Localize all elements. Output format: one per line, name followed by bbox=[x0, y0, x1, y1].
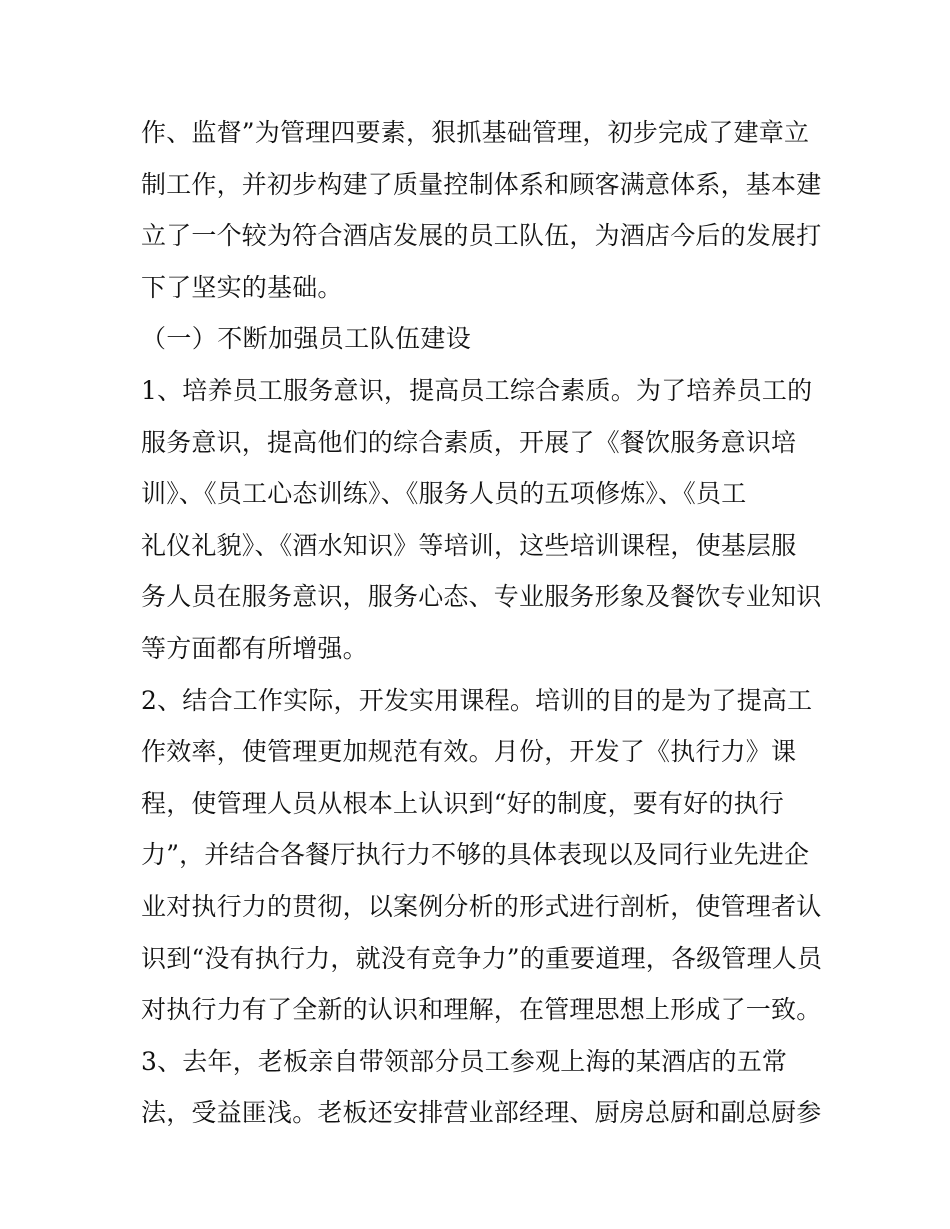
text-line: 程，使管理人员从根本上认识到“好的制度，要有好的执行 bbox=[141, 788, 784, 818]
text-line: 训》、《员工心态训练》、《服务人员的五项修炼》、《员工 bbox=[141, 479, 747, 509]
body-text bbox=[141, 107, 831, 1139]
text-line: 2、结合工作实际，开发实用课程。培训的目的是为了提高工 bbox=[141, 685, 813, 715]
text-line: 立了一个较为符合酒店发展的员工队伍，为酒店今后的发展打 bbox=[141, 221, 822, 251]
text-line: 业对执行力的贯彻，以案例分析的形式进行剖析，使管理者认 bbox=[141, 891, 822, 921]
text-line: 作、监督”为管理四要素，狠抓基础管理，初步完成了建章立 bbox=[141, 118, 810, 147]
text-line: 1、培养员工服务意识，提高员工综合素质。为了培养员工的 bbox=[141, 375, 813, 405]
text-line: 务人员在服务意识，服务心态、专业服务形象及餐饮专业知识 bbox=[141, 582, 822, 612]
text-line: 服务意识，提高他们的综合素质，开展了《餐饮服务意识培 bbox=[141, 427, 797, 457]
text-line: 识到“没有执行力，就没有竞争力”的重要道理，各级管理人员 bbox=[141, 943, 823, 973]
text-line: 下了坚实的基础。 bbox=[141, 272, 343, 302]
text-line: 制工作，并初步构建了质量控制体系和顾客满意体系，基本建 bbox=[141, 169, 822, 199]
text-line: 3、去年，老板亲自带领部分员工参观上海的某酒店的五常 bbox=[141, 1046, 788, 1076]
text-line: 礼仪礼貌》、《酒水知识》等培训，这些培训课程，使基层服 bbox=[141, 530, 797, 560]
text-line: 对执行力有了全新的认识和理解，在管理思想上形成了一致。 bbox=[141, 995, 822, 1025]
text-line: 作效率，使管理更加规范有效。月份，开发了《执行力》课 bbox=[141, 737, 797, 767]
section-heading: （一）不断加强员工队伍建设 bbox=[141, 324, 472, 354]
text-line: 力”，并结合各餐厅执行力不够的具体表现以及同行业先进企 bbox=[141, 840, 810, 870]
text-line: 法，受益匪浅。老板还安排营业部经理、厨房总厨和副总厨参 bbox=[141, 1098, 822, 1128]
text-line: 等方面都有所增强。 bbox=[141, 633, 368, 663]
